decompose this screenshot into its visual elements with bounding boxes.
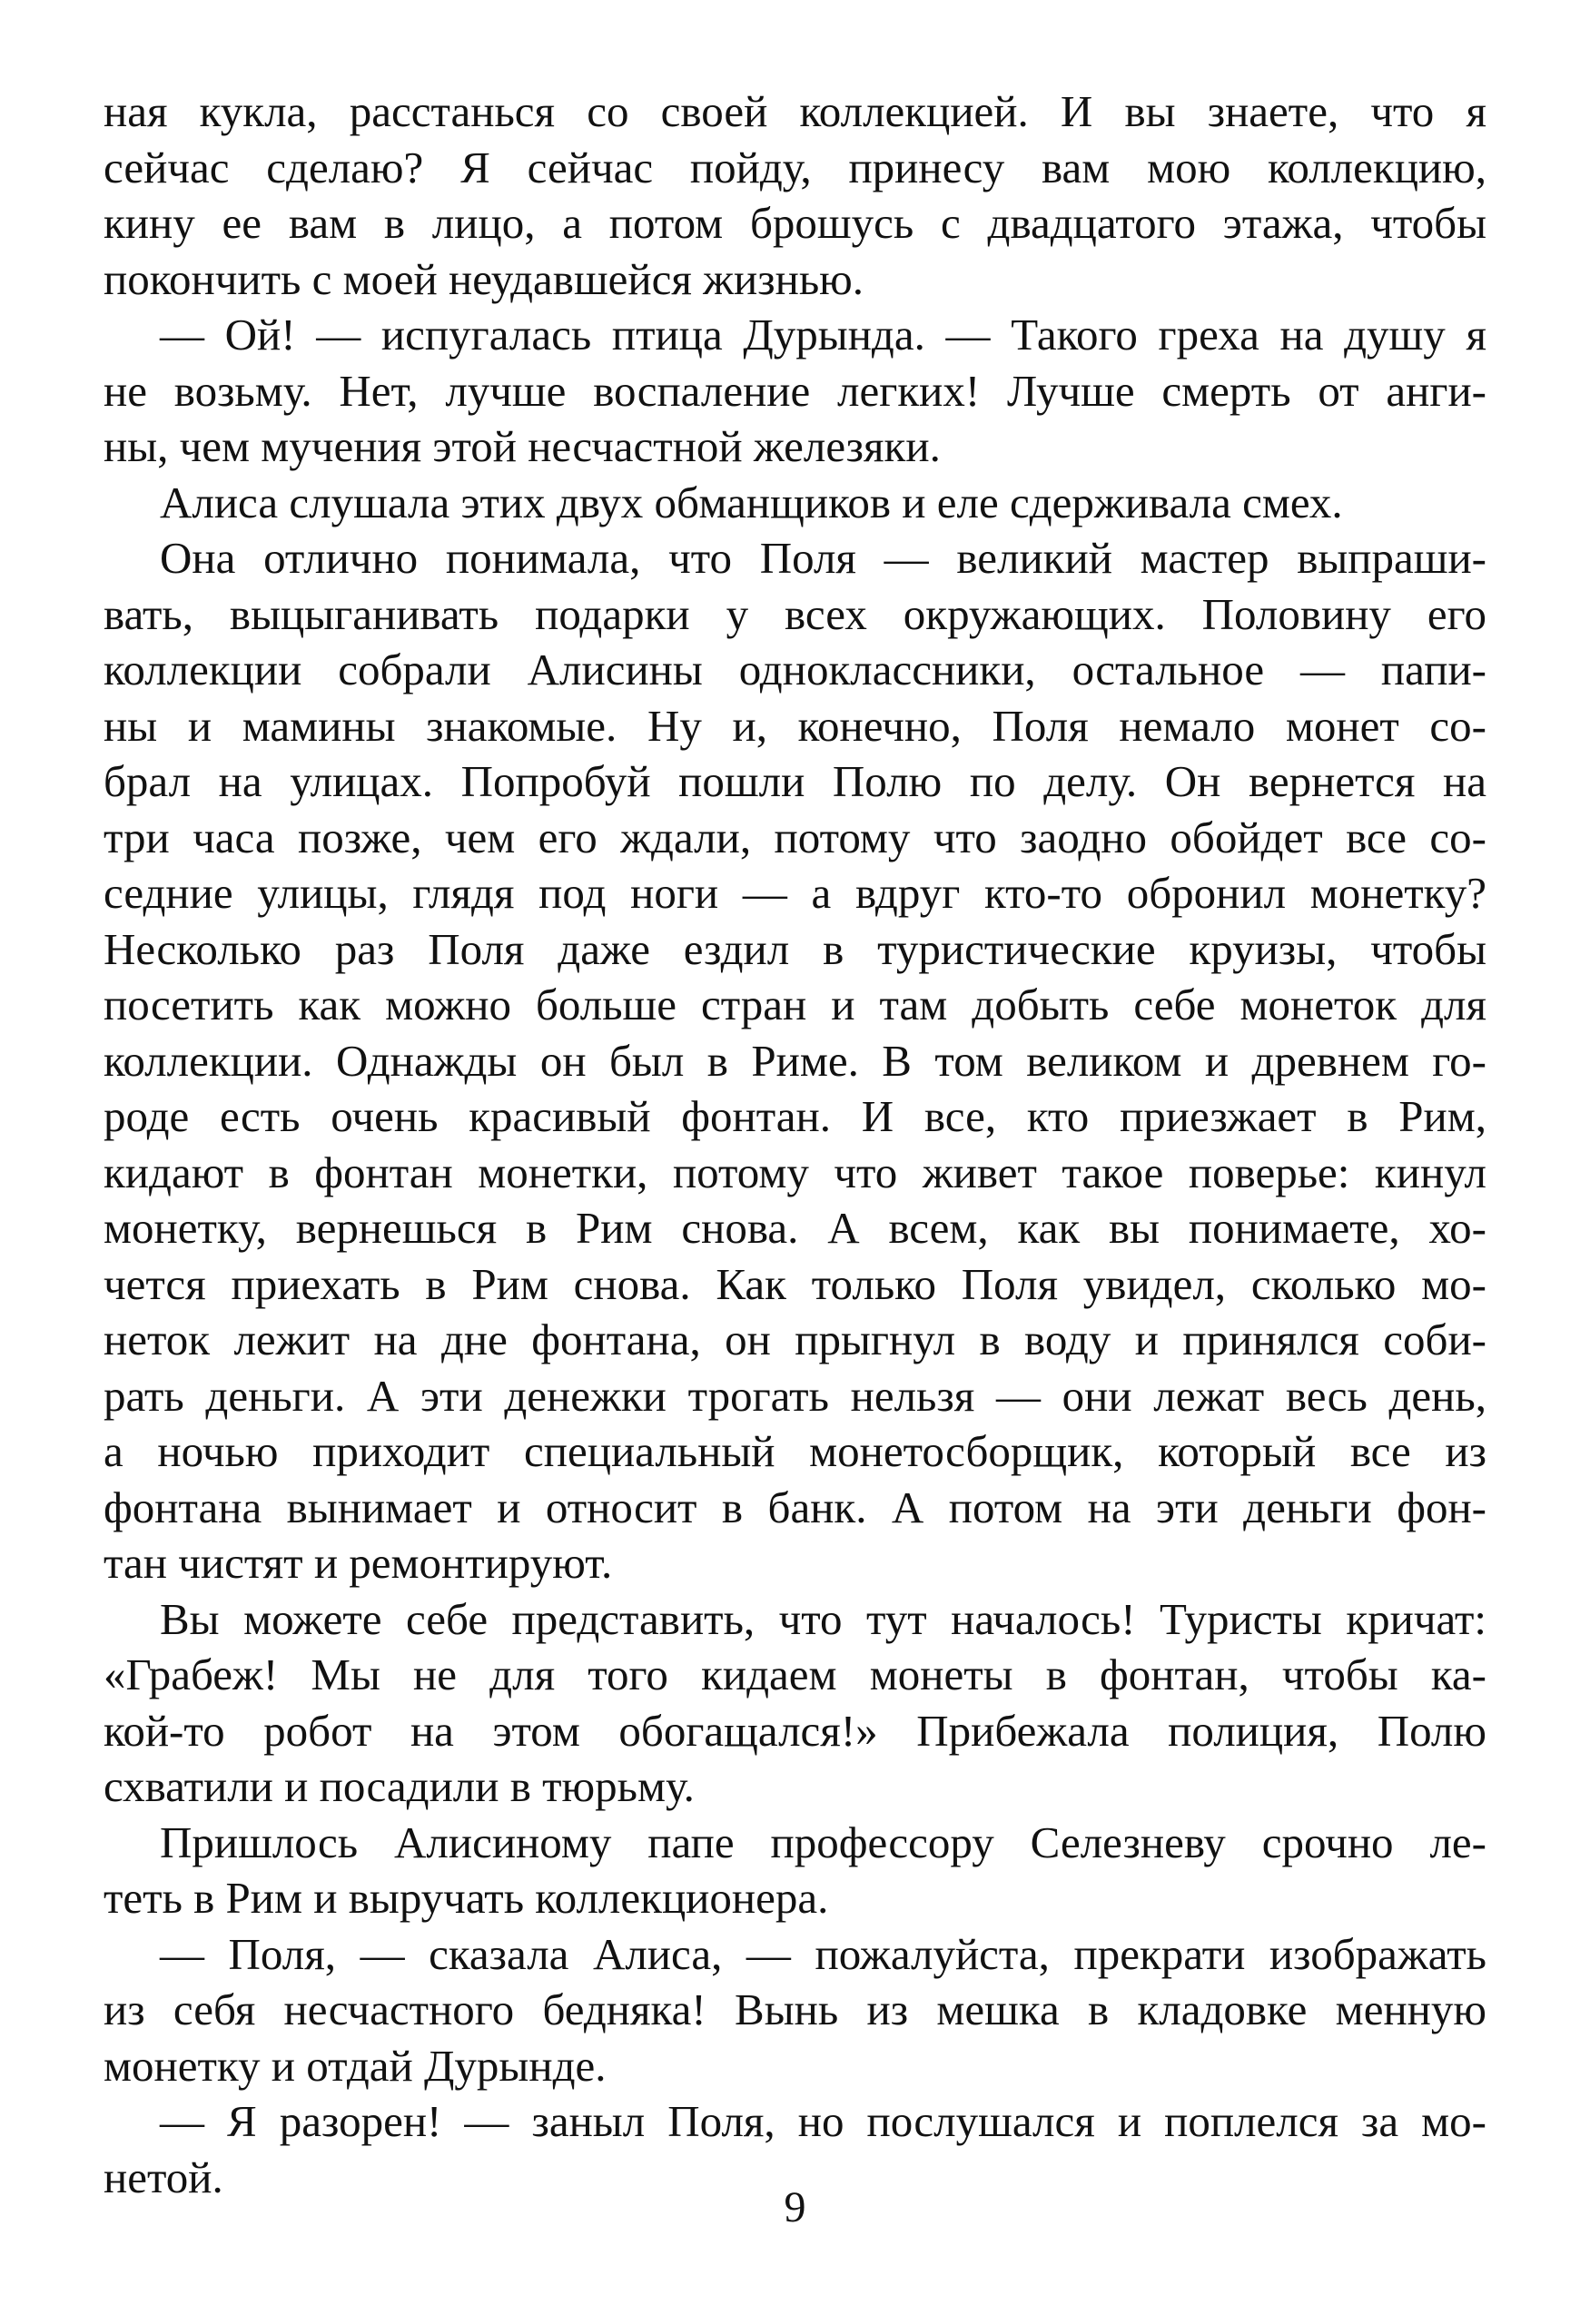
text-line: коллекции собрали Алисины одноклассники, остальное — папи- (104, 645, 1486, 694)
paragraph (104, 84, 1486, 307)
page-number: 9 (784, 2183, 806, 2231)
paragraph (104, 530, 1486, 1591)
text-line: Несколько раз Поля даже ездил в туристические круизы, чтобы (104, 923, 1486, 974)
text-line: — Ой! — испугалась птица Дурында. — Такого греха на душу я (160, 310, 1486, 359)
text-line: рать деньги. А эти денежки трогать нельзя — они лежат весь день, (104, 1370, 1486, 1421)
text-line: три часа позже, чем его ждали, потому что заодно обойдет все со- (104, 812, 1486, 862)
text-line: Она отлично понимала, что Поля — великий мастер выпраши- (160, 533, 1486, 583)
text-line: седние улицы, глядя под ноги — а вдруг кто-то обронил монетку? (104, 868, 1486, 918)
text-line: кину ее вам в лицо, а потом брошусь с двадцатого этажа, чтобы (104, 198, 1486, 248)
text-line: Пришлось Алисиному папе профессору Селезневу срочно ле- (160, 1817, 1486, 1867)
paragraph (104, 307, 1486, 475)
text-line: чется приехать в Рим снова. Как только Поля увидел, сколько мо- (104, 1258, 1486, 1309)
text-line: роде есть очень красивый фонтан. И все, кто приезжает в Рим, (104, 1091, 1486, 1141)
text-line: коллекции. Однажды он был в Риме. В том великом и древнем го- (104, 1035, 1486, 1086)
paragraph (104, 1926, 1486, 2094)
text-line: Алиса слушала этих двух обманщиков и еле сдерживала смех. (160, 477, 1343, 527)
text-line: брал на улицах. Попробуй пошли Полю по делу. Он вернется на (104, 756, 1486, 806)
paragraph (104, 1591, 1486, 1815)
text-line: фонтана вынимает и относит в банк. А потом на эти деньги фон- (104, 1482, 1486, 1532)
text-line: ны и мамины знакомые. Ну и, конечно, Поля немало монет со- (104, 700, 1486, 751)
text-line: из себя несчастного бедняка! Вынь из мешка в кладовке менную (104, 1984, 1486, 2034)
text-line: посетить как можно больше стран и там добыть себе монеток для (104, 980, 1486, 1029)
text-line: монетку и отдай Дурынде. (104, 2040, 607, 2091)
text-line: не возьму. Нет, лучше воспаление легких! Лучше смерть от анги- (104, 365, 1486, 416)
text-line: вать, выцыганивать подарки у всех окружающих. Половину его (104, 588, 1486, 639)
paragraph (104, 1815, 1486, 1926)
paragraph (104, 475, 1486, 531)
text-line: Вы можете себе представить, что тут началось! Туристы кричат: (160, 1593, 1486, 1644)
text-line: неток лежит на дне фонтана, он прыгнул в воду и принялся соби- (104, 1315, 1486, 1364)
text-line: — Я разорен! — заныл Поля, но послушался и поплелся за мо- (160, 2096, 1486, 2146)
text-line: покончить с моей неудавшейся жизнью. (104, 253, 864, 304)
text-line: сейчас сделаю? Я сейчас пойду, принесу вам мою коллекцию, (104, 142, 1486, 192)
page-text-block (104, 84, 1486, 2205)
text-line: ны, чем мучения этой несчастной железяки. (104, 421, 941, 471)
text-line: кидают в фонтан монетки, потому что живет такое поверье: кинул (104, 1147, 1486, 1197)
text-line: тан чистят и ремонтируют. (104, 1538, 613, 1588)
text-line: а ночью приходит специальный монетосборщик, который все из (104, 1426, 1486, 1476)
text-line: — Поля, — сказала Алиса, — пожалуйста, прекрати изображать (160, 1928, 1486, 1979)
text-line: ная кукла, расстанься со своей коллекцией. И вы знаете, что я (104, 86, 1486, 136)
text-line: кой-то робот на этом обогащался!» Прибежала полиция, Полю (104, 1705, 1486, 1756)
text-line: теть в Рим и выручать коллекционера. (104, 1873, 829, 1923)
text-line: монетку, вернешься в Рим снова. А всем, как вы понимаете, хо- (104, 1203, 1486, 1253)
text-line: «Грабеж! Мы не для того кидаем монеты в фонтан, чтобы ка- (104, 1649, 1486, 1699)
text-line: схватили и посадили в тюрьму. (104, 1761, 695, 1811)
text-line: нетой. (104, 2152, 223, 2202)
